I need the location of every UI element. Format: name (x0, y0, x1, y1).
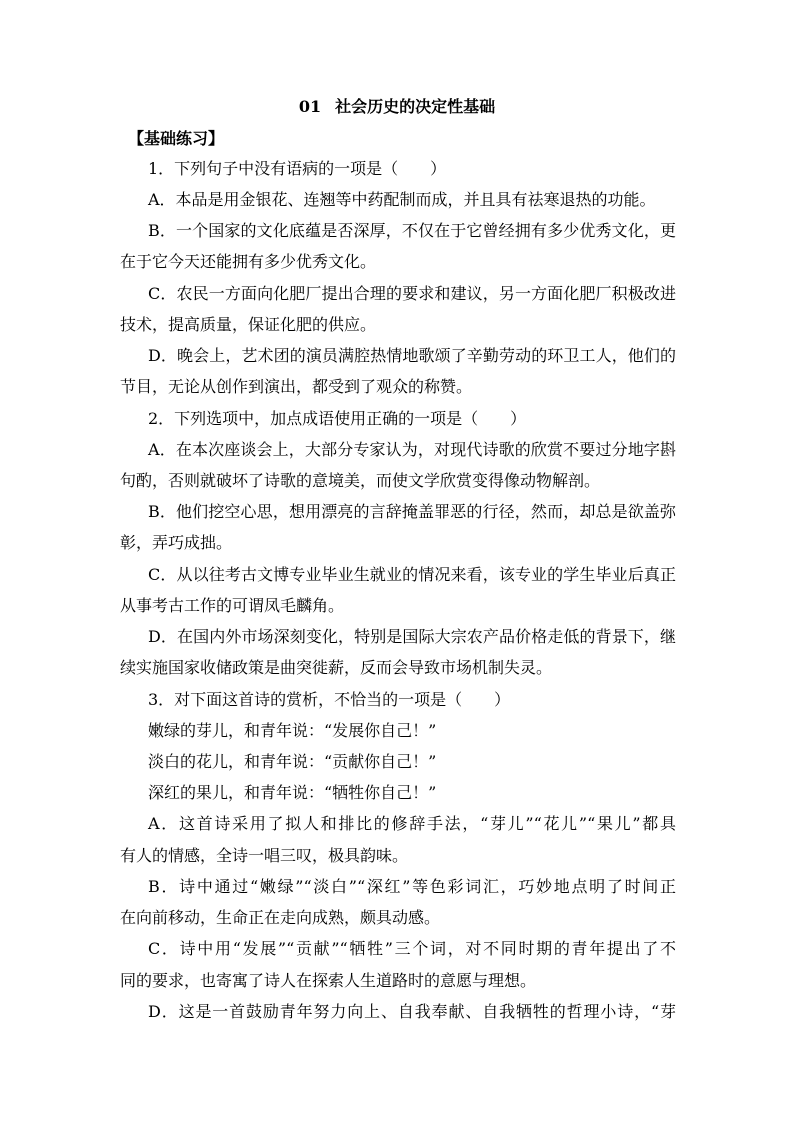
question-2-option-b: B．他们挖空心思，想用漂亮的言辞掩盖罪恶的行径，然而，却总是欲盖弥 (148, 502, 676, 521)
question-3-option-c-cont: 同的要求，也寄寓了诗人在探索人生道路时的意愿与理想。 (120, 971, 537, 990)
question-3-stem: 3．对下面这首诗的赏析，不恰当的一项是（ ） (148, 690, 511, 709)
poem-line-1: 嫩绿的芽儿，和青年说：“发展你自己！” (148, 721, 437, 740)
question-1-option-a: A．本品是用金银花、连翘等中药配制而成，并且具有祛寒退热的功能。 (148, 190, 656, 209)
question-2-stem: 2．下列选项中，加点成语使用正确的一项是（ ） (148, 409, 527, 428)
poem-line-3: 深红的果儿，和青年说：“牺牲你自己！” (148, 783, 437, 802)
question-2-option-a-cont: 句酌，否则就破坏了诗歌的意境美，而使文学欣赏变得像动物解剖。 (120, 471, 601, 490)
question-3-option-a-cont: 有人的情感，全诗一唱三叹，极具韵味。 (120, 846, 409, 865)
section-heading: 【基础练习】 (128, 129, 225, 148)
question-3-option-a: A．这首诗采用了拟人和排比的修辞手法，“芽儿”“花儿”“果儿”都具 (148, 814, 676, 833)
question-3-option-d: D．这是一首鼓励青年努力向上、自我奉献、自我牺牲的哲理小诗，“芽 (148, 1002, 676, 1021)
title-text: 社会历史的决定性基础 (335, 97, 496, 116)
question-1-option-d-cont: 节目，无论从创作到演出，都受到了观众的称赞。 (120, 377, 473, 396)
question-2-option-d: D．在国内外市场深刻变化，特别是国际大宗农产品价格走低的背景下，继 (148, 627, 676, 646)
question-1-option-b: B．一个国家的文化底蕴是否深厚，不仅在于它曾经拥有多少优秀文化，更 (148, 221, 676, 240)
question-3-option-b: B．诗中通过“嫩绿”“淡白”“深红”等色彩词汇，巧妙地点明了时间正 (148, 877, 676, 896)
question-2-option-c-cont: 从事考古工作的可谓凤毛麟角。 (120, 596, 345, 615)
question-1-option-d: D．晚会上，艺术团的演员满腔热情地歌颂了辛勤劳动的环卫工人，他们的 (148, 346, 676, 365)
page-title (0, 96, 794, 118)
question-3-option-c: C．诗中用“发展”“贡献”“牺牲”三个词，对不同时期的青年提出了不 (148, 939, 676, 958)
question-2-option-b-cont: 彰，弄巧成拙。 (120, 533, 233, 552)
question-2-option-c: C．从以往考古文博专业毕业生就业的情况来看，该专业的学生毕业后真正 (148, 565, 676, 584)
question-2-option-d-cont: 续实施国家收储政策是曲突徙薪，反而会导致市场机制失灵。 (120, 658, 553, 677)
poem-line-2: 淡白的花儿，和青年说：“贡献你自己！” (148, 752, 437, 771)
question-1-stem: 1．下列句子中没有语病的一项是（ ） (148, 159, 447, 178)
question-1-option-c: C．农民一方面向化肥厂提出合理的要求和建议，另一方面化肥厂积极改进 (148, 284, 676, 303)
question-3-option-b-cont: 在向前移动，生命正在走向成熟，颇具动感。 (120, 908, 441, 927)
title-number: 01 (298, 97, 322, 116)
question-2-option-a: A．在本次座谈会上，大部分专家认为，对现代诗歌的欣赏不要过分地字斟 (148, 440, 676, 459)
question-1-option-c-cont: 技术，提高质量，保证化肥的供应。 (120, 315, 377, 334)
question-1-option-b-cont: 在于它今天还能拥有多少优秀文化。 (120, 252, 377, 271)
